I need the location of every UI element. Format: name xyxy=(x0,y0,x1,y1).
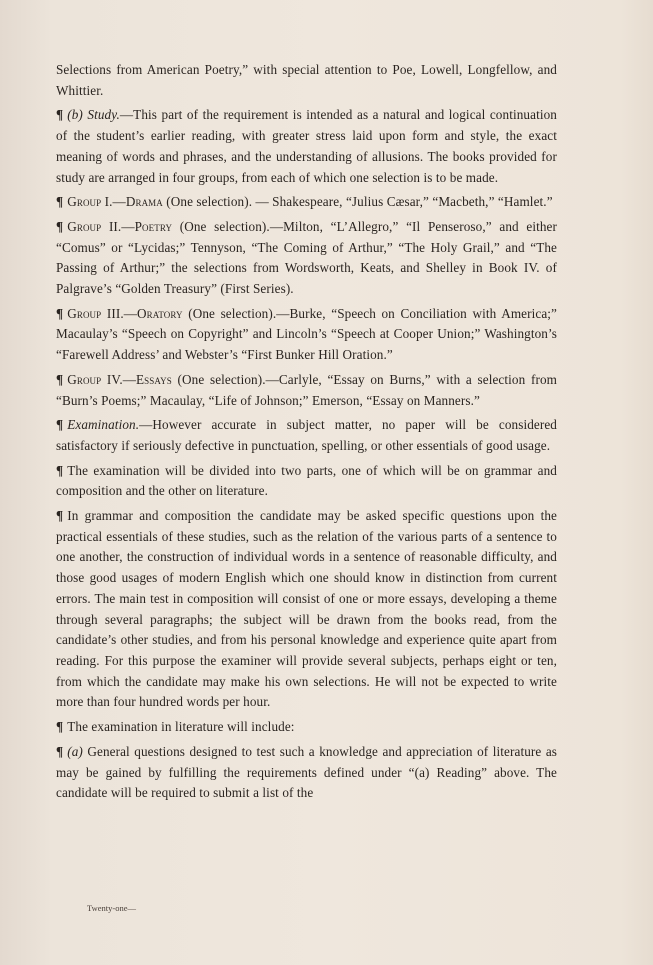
paragraph-text: The examination will be divided into two parts, one of which will be on grammar and composition and the other on literature. xyxy=(56,462,557,499)
paragraph-text: The examination in literature will include: xyxy=(67,719,295,735)
paragraph-text: General questions designed to test such a knowledge and appreciation of literature as may be gained by fulfilling the requirements defined under “(a) Reading” above. The candidate will be required to submit a list of the xyxy=(56,743,557,801)
paragraph-literature-intro xyxy=(56,717,557,738)
document-body xyxy=(56,60,557,808)
paragraph-lead: Examination. xyxy=(67,417,140,433)
pilcrow-icon: ¶ xyxy=(56,508,64,524)
paragraph-text: (One selection).—Burke, “Speech on Conciliation with America;” Macaulay’s “Speech on Copyright” and Lincoln’s “Speech at Cooper Union;” Washington’s “Farewell Address’ and Webster’s “First Bunker Hill Oration.” xyxy=(56,305,558,363)
paragraph-text: (One selection). — Shakespeare, “Julius Cæsar,” “Macbeth,” “Hamlet.” xyxy=(162,194,553,210)
page-number: Twenty-one— xyxy=(87,903,136,913)
paragraph-lead: Group I.—Drama xyxy=(67,194,163,210)
paragraph-group-4 xyxy=(56,370,557,411)
paragraph-two-parts xyxy=(56,461,557,502)
paragraph-group-3 xyxy=(56,304,557,366)
paragraph-text: —However accurate in subject matter, no paper will be considered satisfactory if seriously defective in punctuation, spelling, or other essentials of good usage. xyxy=(56,417,557,453)
paragraph-lead: Group IV.—Essays xyxy=(67,371,172,387)
paragraph-group-2 xyxy=(56,217,557,300)
paragraph-lead: Group II.—Poetry xyxy=(67,218,173,234)
pilcrow-icon: ¶ xyxy=(56,305,64,321)
pilcrow-icon: ¶ xyxy=(56,218,64,234)
pilcrow-icon: ¶ xyxy=(56,719,64,735)
pilcrow-icon: ¶ xyxy=(56,743,64,759)
paragraph-text: (One selection).—Carlyle, “Essay on Burns,” with a selection from “Burn’s Poems;” Macaulay, “Life of Johnson;” Emerson, “Essay on Manners.” xyxy=(56,371,557,408)
paragraph-lead: (a) xyxy=(67,743,83,759)
paragraph-reading-continuation xyxy=(56,60,557,101)
paragraph-grammar-composition xyxy=(56,506,557,713)
pilcrow-icon: ¶ xyxy=(56,107,64,123)
paragraph-examination xyxy=(56,415,557,456)
paragraph-group-1 xyxy=(56,192,557,213)
paragraph-text: Selections from American Poetry,” with special attention to Poe, Lowell, Longfellow, and Whittier. xyxy=(56,62,557,98)
paragraph-text: (One selection).—Milton, “L’Allegro,” “Il Penseroso,” and either “Comus” or “Lycidas;” Tennyson, “The Coming of Arthur,” “The Holy Grail,” and “The Passing of Arthur;” the selections from Wordsworth, Keats, and Shelley in Book IV. of Palgrave’s “Golden Treasury” (First Series). xyxy=(56,218,557,297)
paragraph-study xyxy=(56,105,557,188)
pilcrow-icon: ¶ xyxy=(56,417,64,433)
paragraph-general-questions xyxy=(56,742,557,804)
paragraph-lead: (b) Study. xyxy=(67,107,120,123)
paragraph-lead: Group III.—Oratory xyxy=(67,305,183,321)
pilcrow-icon: ¶ xyxy=(56,371,64,387)
paragraph-text: —This part of the requirement is intended as a natural and logical continuation of the student’s earlier reading, with greater stress laid upon form and style, the exact meaning of words and phrases, and the understanding of allusions. The books provided for study are arranged in four groups, from each of which one selection is to be made. xyxy=(56,107,557,185)
paragraph-text: In grammar and composition the candidate may be asked specific questions upon the practical essentials of these studies, such as the relation of the various parts of a sentence to one another, the construction of individual words in a sentence of reasonable difficulty, and those good usages of modern English which one should know in distinction from current errors. The main test in composition will consist of one or more essays, developing a theme through several paragraphs; the subject will be drawn from the books read, from the candidate’s other studies, and from his personal knowledge and experience quite apart from reading. For this purpose the examiner will provide several subjects, perhaps eight or ten, from which the candidate may make his own selections. He will not be expected to write more than four hundred words per hour. xyxy=(56,508,557,710)
pilcrow-icon: ¶ xyxy=(56,194,64,210)
pilcrow-icon: ¶ xyxy=(56,462,64,478)
